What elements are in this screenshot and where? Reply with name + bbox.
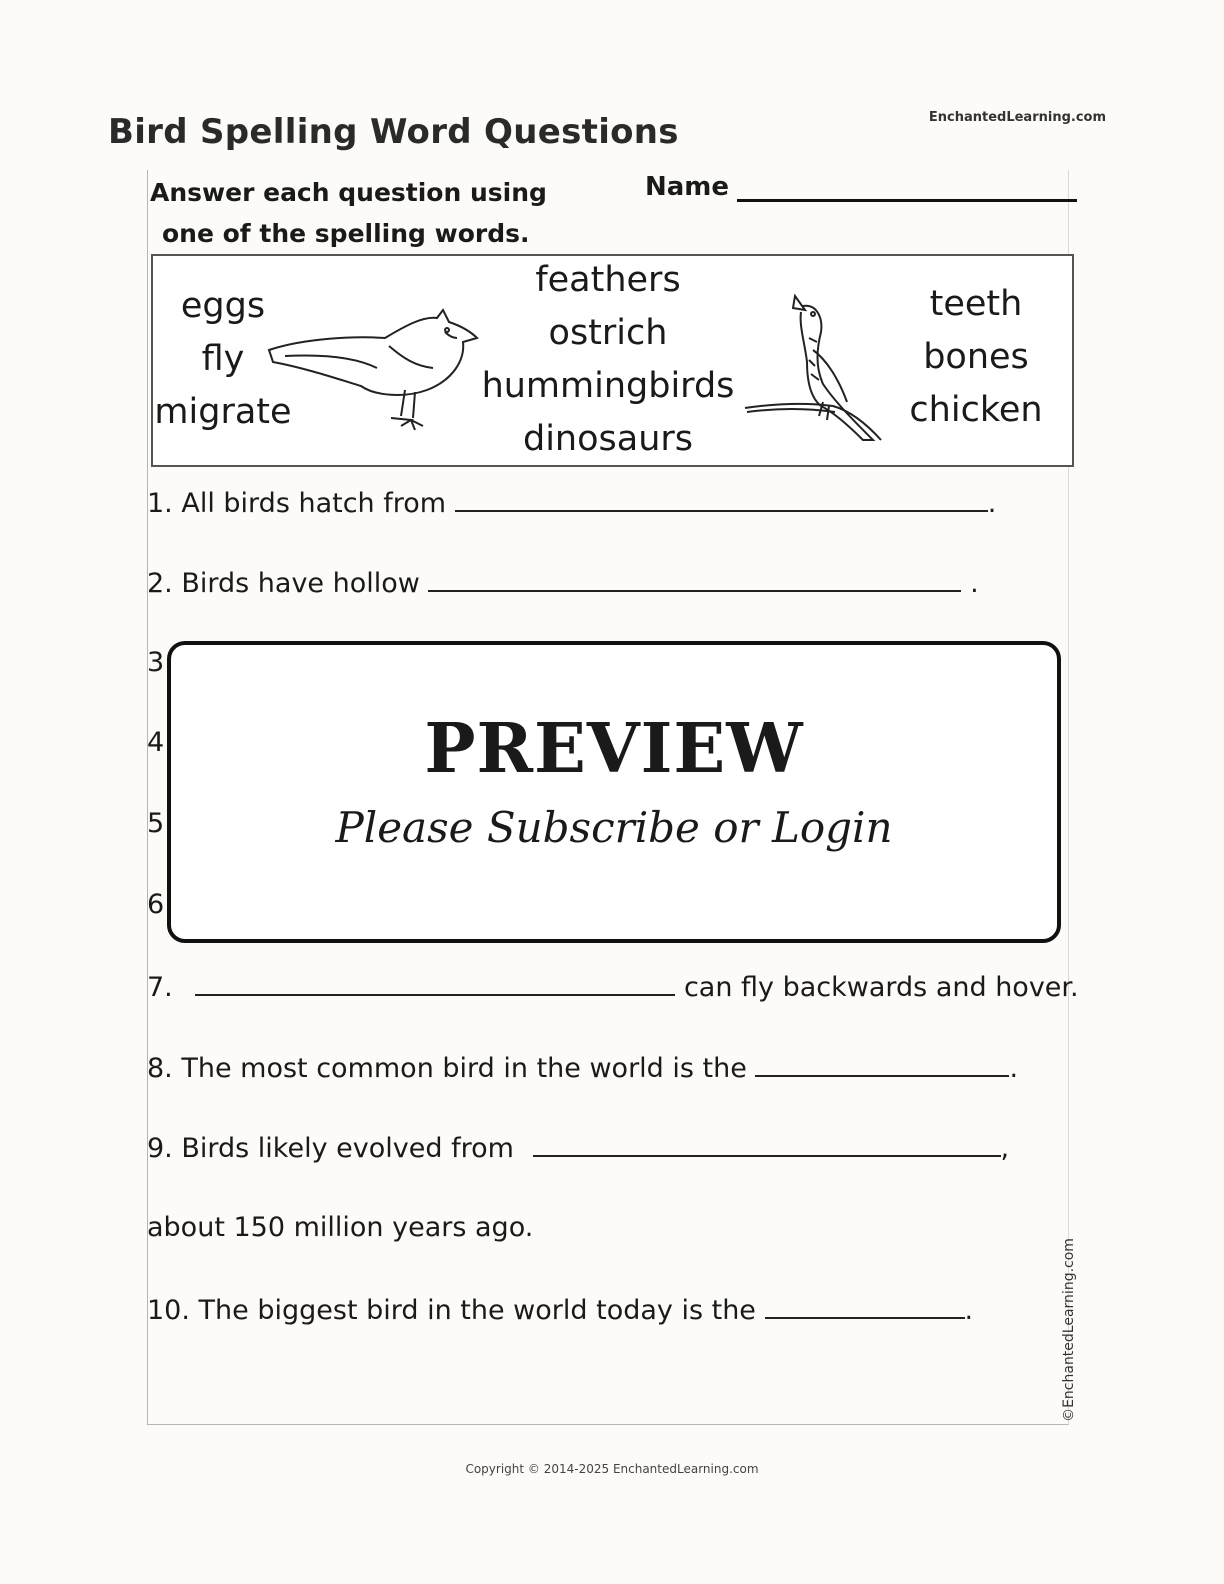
word-item: ostrich: [548, 313, 668, 353]
blue-jay-bird-icon: [265, 308, 480, 438]
question-2: [147, 566, 979, 599]
word-column-right: [901, 278, 1051, 437]
word-item: dinosaurs: [522, 419, 694, 459]
question-number: 3: [147, 647, 165, 678]
footer-copyright: Copyright © 2014-2025 EnchantedLearning.com: [465, 1462, 759, 1476]
preview-title: PREVIEW: [424, 709, 804, 789]
answer-blank[interactable]: [755, 1051, 1009, 1077]
question-3: [147, 647, 164, 678]
site-brand-link[interactable]: EnchantedLearning.com: [928, 110, 1106, 125]
word-item: fly: [201, 339, 245, 379]
question-number: 6: [147, 889, 165, 920]
question-number: 1.: [147, 488, 173, 519]
word-item: bones: [923, 337, 1029, 377]
question-number: 2.: [147, 568, 173, 599]
word-item: feathers: [535, 260, 681, 300]
subscribe-login-link[interactable]: Please Subscribe or Login: [335, 803, 893, 852]
word-column-center: [478, 254, 738, 466]
answer-blank[interactable]: [455, 486, 988, 512]
instructions-line-2: one of the spelling words.: [162, 219, 530, 248]
question-end: .: [970, 568, 979, 599]
question-text: All birds hatch from: [181, 488, 447, 519]
answer-blank[interactable]: [765, 1293, 965, 1319]
question-text: Birds have hollow: [181, 568, 420, 599]
question-9: [147, 1131, 1009, 1164]
word-item: migrate: [154, 392, 292, 432]
word-item: eggs: [180, 286, 266, 326]
question-8: [147, 1051, 1018, 1084]
question-number: 7.: [147, 972, 173, 1003]
question-10: [147, 1293, 973, 1326]
question-number: 4: [147, 727, 165, 758]
question-end: .: [964, 1295, 974, 1326]
name-blank: [737, 199, 1077, 202]
word-bank: [151, 254, 1074, 467]
question-end: .: [1009, 1053, 1019, 1084]
question-number: 9.: [147, 1133, 173, 1164]
answer-blank[interactable]: [195, 970, 675, 996]
word-item: chicken: [909, 390, 1043, 430]
answer-blank[interactable]: [533, 1131, 1001, 1157]
instructions-line-1: Answer each question using: [150, 178, 547, 207]
question-number: 10.: [147, 1295, 190, 1326]
question-text: Birds likely evolved from: [181, 1133, 514, 1164]
question-text: can fly backwards and hover.: [683, 972, 1079, 1003]
question-6: [147, 889, 164, 920]
question-end: .: [987, 488, 997, 519]
word-item: hummingbirds: [481, 366, 735, 406]
question-number: 5: [147, 808, 165, 839]
question-1: [147, 486, 996, 519]
preview-overlay[interactable]: [167, 641, 1061, 943]
answer-blank[interactable]: [428, 566, 961, 592]
question-4: [147, 727, 164, 758]
name-label: Name: [645, 172, 730, 202]
question-text: The biggest bird in the world today is the: [198, 1295, 756, 1326]
question-text: The most common bird in the world is the: [181, 1053, 747, 1084]
meadowlark-bird-icon: [743, 290, 893, 450]
question-9-continued: about 150 million years ago.: [147, 1212, 534, 1243]
word-item: teeth: [929, 284, 1023, 324]
side-copyright: ©EnchantedLearning.com: [1061, 1238, 1077, 1422]
question-7: [147, 970, 1079, 1003]
question-number: 8.: [147, 1053, 173, 1084]
instructions: [150, 172, 547, 254]
page-title: Bird Spelling Word Questions: [108, 112, 679, 152]
question-5: [147, 808, 164, 839]
question-end: ,: [1000, 1133, 1010, 1164]
